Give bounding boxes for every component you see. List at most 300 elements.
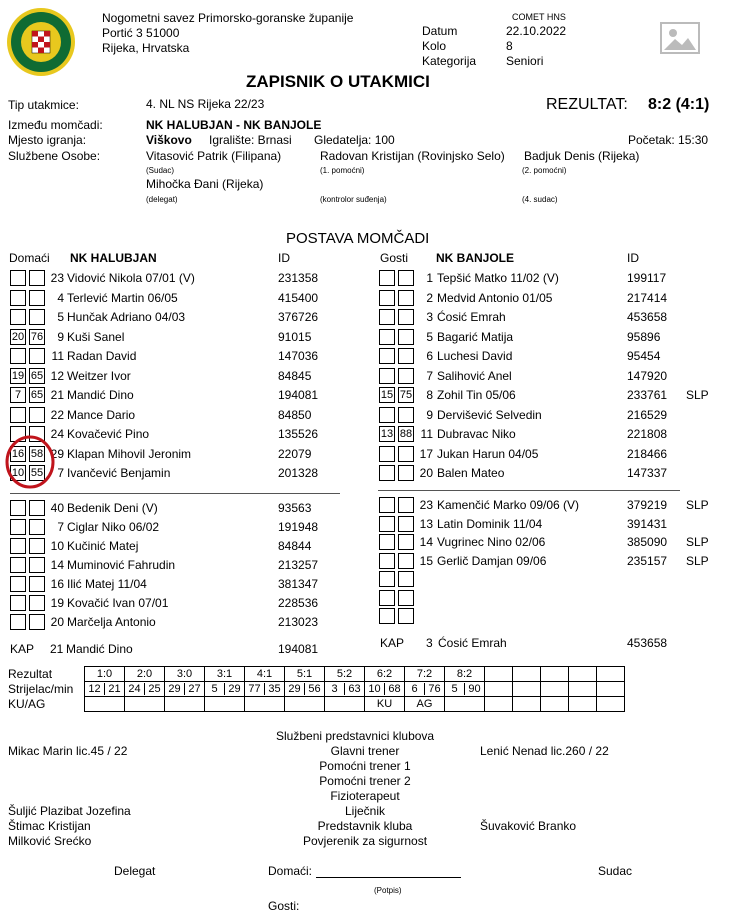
kolo-label: Kolo — [422, 39, 447, 53]
officials-title: Službeni predstavnici klubova — [276, 729, 435, 743]
away-captain-name: Ćosić Emrah — [438, 636, 507, 650]
player-name: Mance Dario — [67, 407, 136, 422]
player-name: Vugrinec Nino 02/06 — [437, 535, 546, 549]
scorer-number: 24 — [125, 683, 145, 695]
official-role: Fizioterapeut — [330, 789, 400, 803]
fourth-official-role: (4. sudac) — [522, 195, 558, 204]
assistant1-name: Radovan Kristijan (Rovinjsko Selo) — [320, 149, 505, 163]
player-name: Radan David — [67, 349, 137, 363]
away-head-coach: Lenić Nenad lic.260 / 22 — [480, 744, 609, 758]
player-name: Klapan Mihovil Jeronim — [67, 446, 192, 461]
rezultat-label: REZULTAT: — [546, 96, 628, 113]
player-id: 415400 — [278, 290, 319, 305]
player-id: 91015 — [278, 329, 312, 344]
minute-box-2: 65 — [30, 389, 44, 401]
home-club-rep: Štimac Kristijan — [8, 819, 91, 833]
score-cell: 5:1 — [285, 667, 325, 682]
mjesto-value: Viškovo — [146, 133, 192, 147]
home-divider — [10, 493, 340, 494]
scorer-number: 77 — [245, 683, 265, 695]
minute-box-2 — [29, 538, 45, 554]
minute-box-1 — [379, 516, 395, 532]
player-number: 21 — [50, 388, 64, 402]
player-number: 24 — [50, 427, 64, 441]
scorer-cell — [485, 682, 513, 697]
player-name: Zohil Tin 05/06 — [437, 388, 516, 402]
minute-box-2 — [398, 446, 414, 462]
minute-box-1 — [379, 368, 395, 384]
player-number: 7 — [57, 466, 64, 480]
minute-box-1 — [10, 407, 26, 423]
minute-box-2 — [398, 497, 414, 513]
official-role: Pomoćni trener 1 — [319, 759, 411, 773]
player-number: 16 — [50, 577, 64, 591]
player-id: 231358 — [278, 271, 319, 285]
player-number: 10 — [50, 539, 64, 553]
minute-box-2 — [398, 516, 414, 532]
minute-box-2 — [398, 368, 414, 384]
scorer-cell — [445, 682, 485, 697]
player-number: 14 — [419, 535, 433, 549]
player-number: 20 — [419, 466, 433, 480]
minute-box-1 — [10, 290, 26, 306]
kuag-cell — [569, 697, 597, 712]
minute-box-1 — [379, 590, 395, 606]
player-number: 3 — [426, 310, 433, 324]
kuag-cell: AG — [405, 697, 445, 712]
minute-box-2: 58 — [30, 447, 44, 460]
player-id: 213023 — [278, 615, 319, 629]
kategorija-label: Kategorija — [422, 54, 477, 68]
player-id: 381347 — [278, 577, 319, 591]
home-id-header: ID — [278, 251, 290, 265]
kuag-cell — [285, 697, 325, 712]
minute-box-2 — [29, 614, 45, 630]
scorer-cell — [513, 682, 541, 697]
kuag-cell — [165, 697, 205, 712]
delegate-role: (delegat) — [146, 195, 178, 204]
player-id: 453658 — [627, 310, 668, 324]
minute-box-2 — [398, 270, 414, 286]
kuag-cell — [485, 697, 513, 712]
assistant2-role: (2. pomoćni) — [522, 166, 567, 175]
player-name: Bedenik Deni (V) — [67, 501, 158, 515]
org-name: Nogometni savez Primorsko-goranske županije — [102, 11, 354, 25]
minute-box-1 — [10, 576, 26, 592]
player-id: 201328 — [278, 466, 319, 480]
player-number: 9 — [57, 329, 64, 344]
minute-box-2 — [29, 576, 45, 592]
minute-box-1: 10 — [11, 467, 25, 479]
referee-signature-label: Sudac — [598, 864, 633, 878]
player-name: Kučinić Matej — [67, 539, 139, 553]
player-number: 2 — [426, 290, 433, 305]
player-number: 12 — [50, 368, 64, 383]
official-role: Povjerenik za sigurnost — [302, 834, 428, 848]
minute-box-1: 7 — [10, 387, 26, 403]
away-captain-number: 3 — [426, 636, 433, 650]
away-signature-label: Gosti: — [268, 899, 300, 913]
player-number: 5 — [426, 329, 433, 344]
player-number: 6 — [426, 349, 433, 363]
player-name: Mandić Dino — [67, 388, 134, 402]
score-cell: 7:2 — [405, 667, 445, 682]
minute-box-1 — [379, 608, 395, 624]
player-id: 376726 — [278, 310, 319, 324]
minute-box-1: 20 — [11, 330, 25, 343]
home-signature-line — [316, 877, 461, 878]
minute-box-1 — [10, 614, 26, 630]
kuag-row-label: KU/AG — [8, 697, 46, 711]
player-flag: SLP — [686, 498, 709, 512]
pocetak-value: Početak: 15:30 — [628, 133, 709, 147]
minute-box-1 — [379, 534, 395, 550]
scorer-cell — [165, 682, 205, 697]
minute-box-2 — [29, 500, 45, 516]
away-label: Gosti — [380, 251, 409, 265]
player-name: Kovačević Pino — [67, 427, 150, 441]
scorer-cell — [245, 682, 285, 697]
player-name: Jukan Harun 04/05 — [437, 446, 539, 461]
final-score: 8:2 (4:1) — [648, 96, 710, 113]
minute-box-1 — [10, 500, 26, 516]
player-name: Salihović Anel — [437, 368, 512, 383]
scorer-number: 6 — [405, 683, 425, 695]
scorer-cell — [205, 682, 245, 697]
officials-label: Službene Osobe: — [8, 149, 101, 163]
kuag-cell — [205, 697, 245, 712]
delegate-name: Mihočka Đani (Rijeka) — [146, 177, 264, 191]
player-number: 17 — [419, 446, 433, 461]
system-label: COMET HNS — [512, 12, 566, 22]
minute-box-2: 76 — [30, 330, 44, 343]
player-name: Weitzer Ivor — [67, 368, 131, 383]
player-number: 7 — [57, 520, 64, 534]
scorer-number: 5 — [445, 683, 465, 695]
player-name: Kamenčić Marko 09/06 (V) — [437, 498, 580, 512]
scorer-minute: 68 — [388, 683, 401, 695]
scorer-number: 5 — [205, 683, 225, 695]
scorer-minute: 25 — [148, 683, 161, 695]
minute-box-1: 16 — [11, 447, 25, 460]
minute-box-1 — [379, 553, 395, 569]
player-number: 23 — [419, 498, 433, 512]
minute-box-1 — [10, 270, 26, 286]
player-id: 228536 — [278, 596, 319, 610]
score-cell: 3:1 — [205, 667, 245, 682]
player-number: 22 — [50, 407, 64, 422]
minute-box-1 — [10, 538, 26, 554]
minute-box-2: 55 — [30, 467, 44, 479]
player-flag: SLP — [686, 535, 709, 549]
player-number: 15 — [419, 553, 433, 568]
minute-box-1 — [10, 348, 26, 364]
tip-label: Tip utakmice: — [8, 98, 79, 112]
home-signature-label: Domaći: — [268, 864, 313, 878]
minute-box-2: 75 — [399, 389, 413, 401]
home-head-coach: Mikac Marin lic.45 / 22 — [8, 744, 128, 758]
score-cell — [541, 667, 569, 682]
player-number: 19 — [50, 596, 64, 610]
home-label: Domaći — [9, 251, 50, 265]
teams-value: NK HALUBJAN - NK BANJOLE — [146, 118, 322, 132]
player-number: 4 — [57, 290, 64, 305]
scorer-number: 29 — [285, 683, 305, 695]
minute-box-2 — [29, 290, 45, 306]
delegate-signature-label: Delegat — [114, 864, 156, 878]
datum-value: 22.10.2022 — [506, 24, 567, 38]
kategorija-value: Seniori — [506, 54, 544, 68]
player-name: Marčelja Antonio — [67, 615, 156, 629]
home-captain-id: 194081 — [278, 642, 319, 656]
home-safety-officer: Milković Srećko — [8, 834, 92, 848]
minute-box-2 — [398, 309, 414, 325]
player-id: 213257 — [278, 558, 319, 572]
minute-box-2 — [398, 590, 414, 606]
kuag-cell — [445, 697, 485, 712]
player-id: 217414 — [627, 290, 668, 305]
score-cell: 4:1 — [245, 667, 285, 682]
player-id: 218466 — [627, 446, 668, 461]
minute-box-2 — [29, 519, 45, 535]
player-number: 40 — [50, 501, 64, 515]
player-id: 147036 — [278, 349, 319, 363]
minute-box-1 — [379, 407, 395, 423]
score-cell: 3:0 — [165, 667, 205, 682]
player-number: 13 — [419, 516, 433, 531]
player-id: 379219 — [627, 498, 668, 512]
score-cell — [513, 667, 541, 682]
scorer-cell — [597, 682, 625, 697]
scorer-cell — [541, 682, 569, 697]
player-id: 84845 — [278, 368, 312, 383]
player-name: Kuši Sanel — [67, 329, 125, 344]
official-role: Pomoćni trener 2 — [319, 774, 411, 788]
minute-box-2 — [398, 348, 414, 364]
datum-label: Datum — [422, 24, 458, 38]
strijelac-row-label: Strijelac/min — [8, 682, 74, 696]
minute-box-1 — [379, 497, 395, 513]
home-team-name: NK HALUBJAN — [70, 251, 157, 265]
home-captain-number: 21 — [50, 642, 64, 656]
scorer-number: 12 — [85, 683, 105, 695]
player-id: 199117 — [627, 271, 667, 285]
player-name: Vidović Nikola 07/01 (V) — [67, 271, 195, 285]
score-cell: 6:2 — [365, 667, 405, 682]
scorer-minute: 63 — [348, 683, 361, 695]
player-id: 194081 — [278, 388, 319, 402]
player-name: Ivančević Benjamin — [67, 466, 171, 480]
scorer-number: 3 — [325, 683, 345, 695]
player-number: 14 — [50, 558, 64, 572]
minute-box-2 — [398, 608, 414, 624]
minute-box-1: 15 — [380, 389, 394, 401]
kuag-cell — [325, 697, 365, 712]
minute-box-1 — [379, 290, 395, 306]
org-address-line-1: Portić 3 51000 — [102, 26, 180, 40]
scorer-number: 10 — [365, 683, 385, 695]
player-id: 93563 — [278, 501, 312, 515]
player-name: Medvid Antonio 01/05 — [437, 290, 553, 305]
gledatelja-value: Gledatelja: 100 — [314, 133, 395, 147]
minute-box-1 — [379, 270, 395, 286]
referee-name: Vitasović Patrik (Filipana) — [146, 149, 282, 163]
player-name: Balen Mateo — [437, 466, 505, 480]
minute-box-1 — [379, 348, 395, 364]
player-id: 147920 — [627, 368, 668, 383]
player-name: Luchesi David — [437, 349, 513, 363]
player-name: Latin Dominik 11/04 — [437, 516, 543, 531]
minute-box-2 — [398, 407, 414, 423]
official-role: Liječnik — [344, 804, 386, 818]
player-flag: SLP — [686, 553, 709, 568]
score-cell: 8:2 — [445, 667, 485, 682]
minute-box-1 — [379, 446, 395, 462]
player-id: 221808 — [627, 427, 668, 441]
scorer-minute: 56 — [308, 683, 321, 695]
player-number: 29 — [50, 446, 64, 461]
minute-box-1 — [379, 571, 395, 587]
official-role: Glavni trener — [330, 744, 400, 758]
rezultat-row-label: Rezultat — [8, 667, 53, 681]
player-name: Ilić Matej 11/04 — [67, 577, 147, 591]
signature-caption: (Potpis) — [374, 886, 402, 895]
player-number: 23 — [50, 271, 64, 285]
player-id: 135526 — [278, 427, 319, 441]
minute-box-1: 19 — [11, 369, 25, 382]
minute-box-2 — [398, 465, 414, 481]
home-captain-name: Mandić Dino — [66, 642, 133, 656]
minute-box-1 — [10, 309, 26, 325]
player-id: 95454 — [627, 349, 661, 363]
score-cell — [569, 667, 597, 682]
scorer-cell — [325, 682, 365, 697]
player-number: 5 — [57, 310, 64, 324]
minute-box-2 — [29, 557, 45, 573]
minute-box-2 — [29, 407, 45, 423]
minute-box-2 — [398, 329, 414, 345]
scorer-cell — [285, 682, 325, 697]
player-name: Dervišević Selvedin — [437, 407, 542, 422]
home-captain-label: KAP — [10, 642, 35, 656]
scorer-minute: 29 — [228, 683, 241, 695]
minute-box-2 — [29, 595, 45, 611]
kuag-cell — [541, 697, 569, 712]
player-number: 1 — [426, 271, 433, 285]
player-id: 147337 — [627, 466, 668, 480]
scorer-cell — [365, 682, 405, 697]
minute-box-2 — [29, 348, 45, 364]
player-name: Gerlič Damjan 09/06 — [437, 553, 547, 568]
tip-value: 4. NL NS Rijeka 22/23 — [146, 97, 265, 111]
kuag-cell — [125, 697, 165, 712]
annotation-circle — [4, 434, 56, 493]
player-name: Muminović Fahrudin — [67, 558, 176, 572]
minute-box-1 — [10, 595, 26, 611]
controller-role: (kontrolor suđenja) — [320, 195, 387, 204]
kuag-cell — [597, 697, 625, 712]
minute-box-1 — [10, 519, 26, 535]
scorer-cell — [125, 682, 165, 697]
minute-box-1 — [379, 329, 395, 345]
minute-box-1 — [379, 309, 395, 325]
kuag-cell — [245, 697, 285, 712]
kolo-value: 8 — [506, 39, 513, 53]
away-team-name: NK BANJOLE — [436, 251, 515, 265]
player-id: 191948 — [278, 520, 319, 534]
referee-role: (Sudac) — [146, 166, 175, 175]
org-address-line-2: Rijeka, Hrvatska — [102, 41, 190, 55]
scorer-minute: 21 — [108, 683, 121, 695]
score-cell: 2:0 — [125, 667, 165, 682]
player-name: Dubravac Niko — [437, 427, 516, 441]
away-club-rep: Šuvaković Branko — [480, 819, 577, 833]
minute-box-2 — [29, 309, 45, 325]
player-number: 11 — [51, 349, 64, 363]
scoring-table — [84, 666, 625, 712]
document-title: ZAPISNIK O UTAKMICI — [246, 72, 430, 91]
mjesto-label: Mjesto igranja: — [8, 133, 87, 147]
minute-box-2: 65 — [30, 369, 44, 382]
player-number: 8 — [426, 388, 433, 402]
player-id: 233761 — [627, 388, 668, 402]
player-id: 385090 — [627, 535, 668, 549]
minute-box-1 — [10, 557, 26, 573]
player-name: Tepšić Matko 11/02 (V) — [437, 271, 559, 285]
scorer-minute: 90 — [468, 683, 481, 695]
izmedju-label: Između momčadi: — [8, 118, 103, 132]
player-id: 216529 — [627, 407, 668, 422]
assistant1-role: (1. pomoćni) — [320, 166, 365, 175]
scorer-cell — [405, 682, 445, 697]
minute-box-2 — [29, 270, 45, 286]
player-id: 235157 — [627, 553, 668, 568]
player-id: 84850 — [278, 407, 312, 422]
minute-box-2 — [398, 553, 414, 569]
score-cell — [485, 667, 513, 682]
lineup-title: POSTAVA MOMČADI — [286, 230, 430, 247]
minute-box-1: 13 — [380, 428, 394, 440]
scorer-cell — [85, 682, 125, 697]
scorer-cell — [569, 682, 597, 697]
minute-box-2 — [398, 290, 414, 306]
player-id: 22079 — [278, 446, 312, 461]
scorer-minute: 27 — [188, 683, 201, 695]
igraliste-value: Igralište: Brnasi — [209, 133, 292, 147]
player-number: 20 — [50, 615, 64, 629]
player-number: 11 — [420, 427, 433, 441]
away-divider — [378, 490, 680, 491]
scorer-minute: 76 — [428, 683, 441, 695]
player-name: Ćosić Emrah — [437, 310, 506, 324]
player-number: 7 — [426, 368, 433, 383]
minute-box-2 — [398, 571, 414, 587]
score-cell — [597, 667, 625, 682]
player-name: Bagarić Matija — [437, 329, 514, 344]
kuag-cell — [513, 697, 541, 712]
player-flag: SLP — [686, 388, 709, 402]
player-id: 391431 — [627, 516, 668, 531]
scorer-minute: 35 — [268, 683, 281, 695]
minute-box-2: 88 — [399, 428, 413, 440]
away-captain-label: KAP — [380, 636, 405, 650]
official-role: Predstavnik kluba — [317, 819, 413, 833]
player-id: 84844 — [278, 539, 312, 553]
player-name: Terlević Martin 06/05 — [67, 290, 178, 305]
away-captain-id: 453658 — [627, 636, 668, 650]
minute-box-2 — [398, 534, 414, 550]
kuag-cell: KU — [365, 697, 405, 712]
